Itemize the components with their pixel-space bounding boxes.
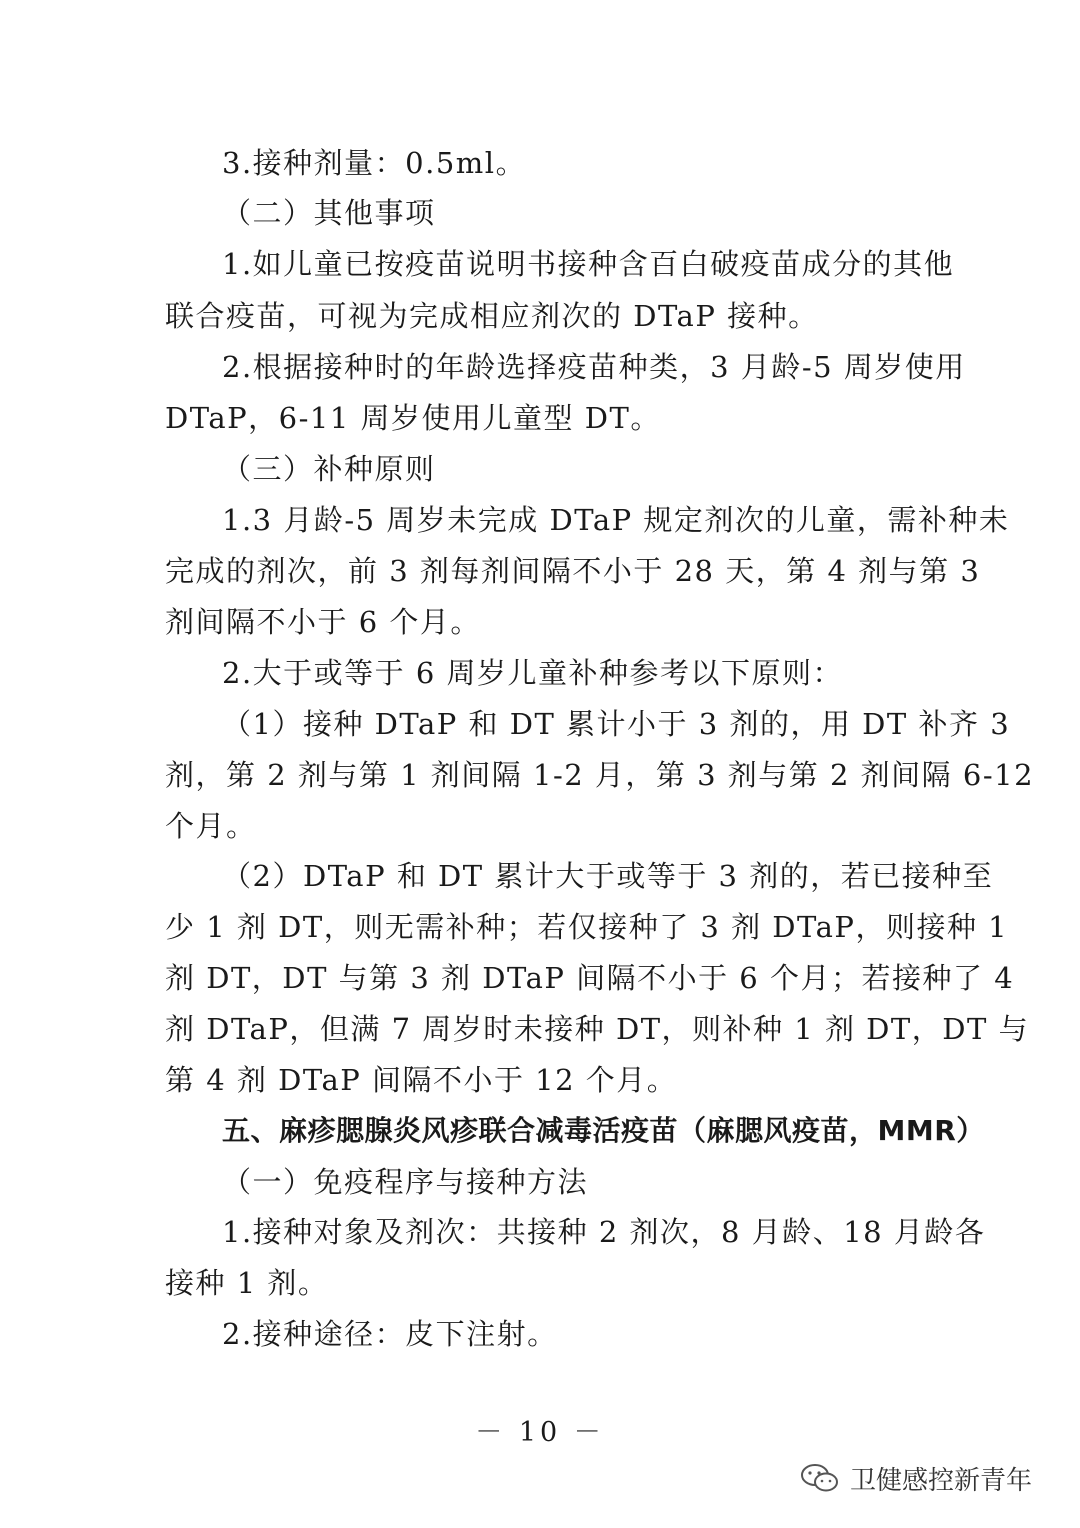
text-line: 剂间隔不小于 6 个月。: [165, 605, 481, 639]
text-line: 2.接种途径：皮下注射。: [222, 1317, 558, 1351]
watermark-text: 卫健感控新青年: [850, 1465, 1033, 1496]
text-line: DTaP，6-11 周岁使用儿童型 DT。: [165, 401, 661, 435]
section-heading: （一）免疫程序与接种方法: [222, 1165, 589, 1199]
section-heading: （二）其他事项: [222, 196, 436, 230]
text-line: 接种 1 剂。: [165, 1266, 329, 1300]
wechat-icon: [800, 1462, 840, 1494]
section-heading: （三）补种原则: [222, 452, 436, 486]
text-line: 第 4 剂 DTaP 间隔不小于 12 个月。: [165, 1063, 678, 1097]
text-line: 2.大于或等于 6 周岁儿童补种参考以下原则：: [222, 656, 844, 690]
text-line: 1.3 月龄-5 周岁未完成 DTaP 规定剂次的儿童，需补种未: [222, 503, 1010, 537]
text-line: 1.接种对象及剂次：共接种 2 剂次，8 月龄、18 月龄各: [222, 1215, 986, 1249]
text-line: （1）接种 DTaP 和 DT 累计小于 3 剂的，用 DT 补齐 3: [222, 707, 1011, 741]
text-line: 剂 DTaP，但满 7 周岁时未接种 DT，则补种 1 剂 DT，DT 与: [165, 1012, 1030, 1046]
text-line: 剂 DT，DT 与第 3 剂 DTaP 间隔不小于 6 个月；若接种了 4: [165, 961, 1015, 995]
text-line: （2）DTaP 和 DT 累计大于或等于 3 剂的，若已接种至: [222, 859, 994, 893]
text-line: 剂，第 2 剂与第 1 剂间隔 1-2 月，第 3 剂与第 2 剂间隔 6-12: [165, 758, 1035, 792]
page-number: － 10 －: [475, 1417, 605, 1448]
text-line: 联合疫苗，可视为完成相应剂次的 DTaP 接种。: [165, 299, 819, 333]
chapter-heading: 五、麻疹腮腺炎风疹联合减毒活疫苗（麻腮风疫苗，MMR）: [222, 1114, 985, 1147]
text-line: 2.根据接种时的年龄选择疫苗种类，3 月龄-5 周岁使用: [222, 350, 966, 384]
text-line: 1.如儿童已按疫苗说明书接种含百白破疫苗成分的其他: [222, 247, 955, 281]
text-line: 个月。: [165, 809, 257, 843]
text-line: 完成的剂次，前 3 剂每剂间隔不小于 28 天，第 4 剂与第 3: [165, 554, 981, 588]
watermark: [800, 1458, 1032, 1498]
text-line: 少 1 剂 DT，则无需补种；若仅接种了 3 剂 DTaP，则接种 1: [165, 910, 1009, 944]
text-line: 3.接种剂量：0.5ml。: [222, 146, 527, 180]
